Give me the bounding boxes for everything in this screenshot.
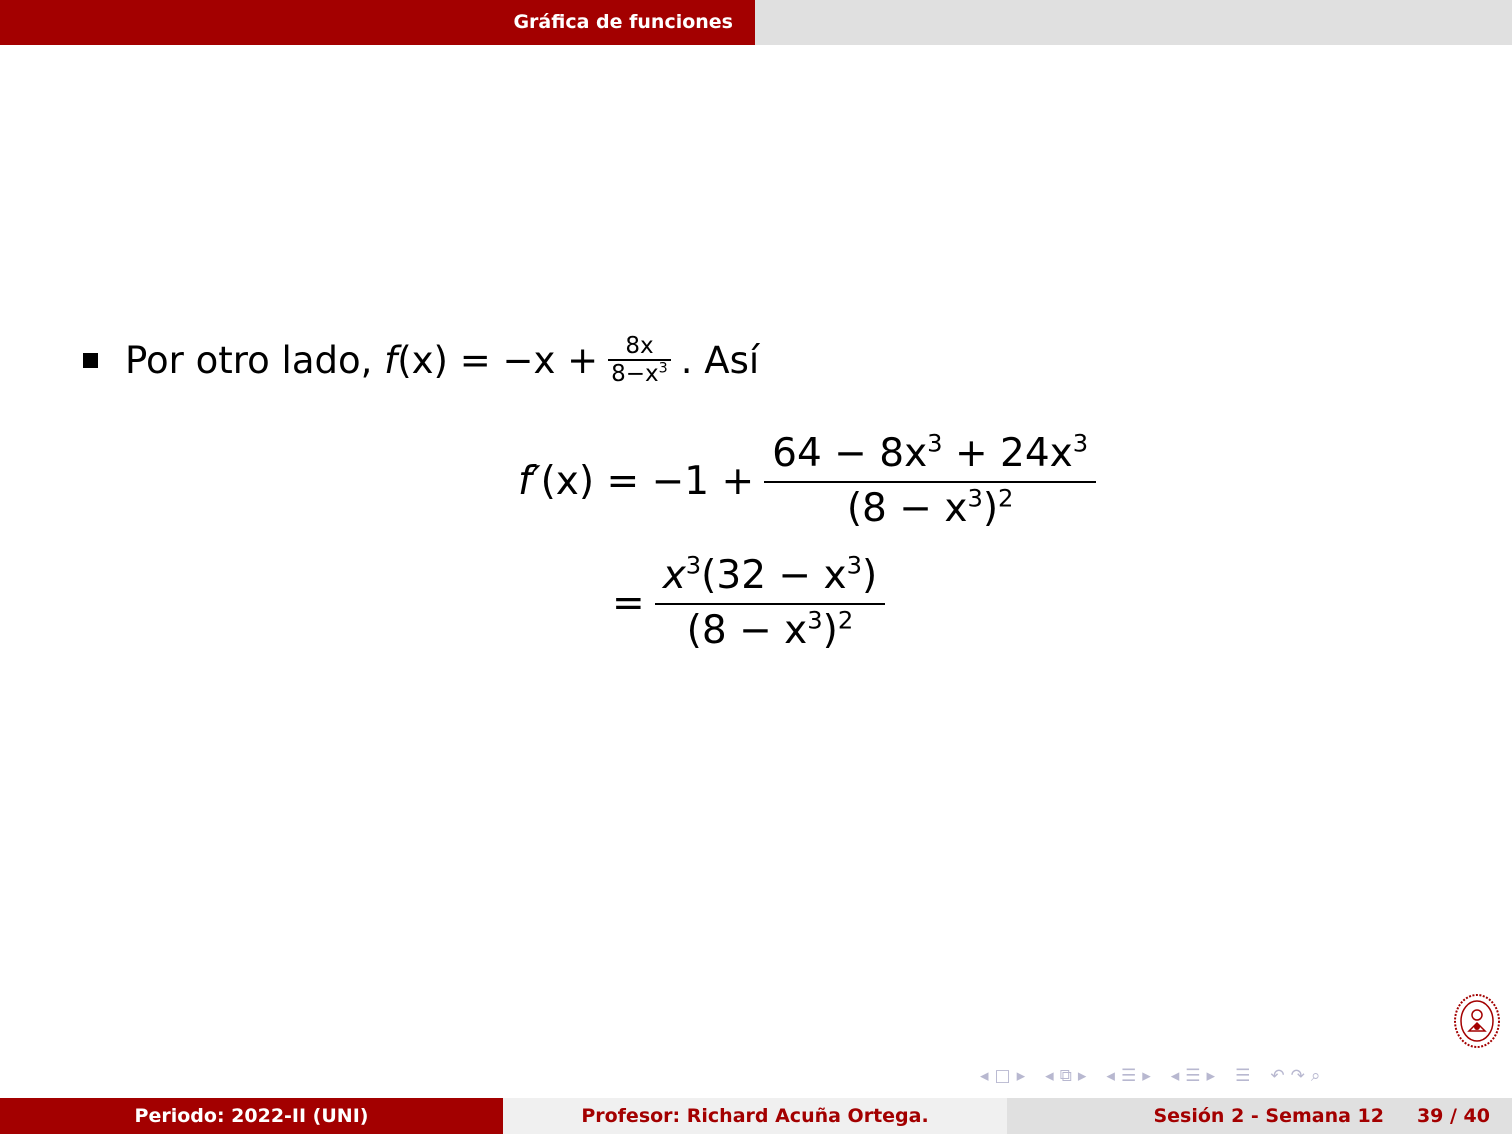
section-title[interactable]: Gráfica de funciones — [0, 0, 755, 45]
nav-subsection-icon[interactable]: ⧉ — [1059, 1066, 1072, 1086]
eq2-num-part-c: ) — [861, 553, 878, 598]
nav-prev-part-icon[interactable]: ◂ — [1170, 1066, 1180, 1086]
equation-row-2 — [612, 552, 881, 656]
footer-session: Sesión 2 - Semana 12 — [1153, 1105, 1384, 1127]
nav-next-subsection-icon[interactable]: ▸ — [1077, 1066, 1087, 1086]
eq1-den-exp-2: 2 — [998, 484, 1014, 513]
eq1-num-part-a: 64 − 8x — [772, 431, 928, 476]
nav-next-section-icon[interactable]: ▸ — [1142, 1066, 1151, 1086]
nav-prev-frame-icon[interactable]: ◂ — [980, 1066, 989, 1086]
bullet-text: Por otro lado, — [125, 338, 373, 382]
nav-back-icon[interactable]: ↶ — [1270, 1066, 1285, 1086]
footer-bar — [0, 1098, 1512, 1134]
nav-prev-subsection-icon[interactable]: ◂ — [1045, 1066, 1054, 1086]
inline-fraction — [608, 334, 671, 386]
eq1-den-part-b: ) — [982, 485, 999, 531]
nav-frame-icon[interactable]: □ — [994, 1066, 1011, 1086]
footer-period: Periodo: 2022-II (UNI) — [0, 1098, 503, 1134]
inline-den-exponent: 3 — [658, 360, 668, 377]
nav-toc-icon[interactable]: ☰ — [1235, 1066, 1251, 1086]
eq1-num-part-b: + 24x — [942, 431, 1073, 476]
inline-fraction-numerator: 8x — [625, 332, 654, 359]
inline-fraction-denominator — [608, 359, 671, 386]
function-lhs: (x) = −x + — [397, 338, 599, 382]
nav-section-icon[interactable]: ☰ — [1120, 1066, 1137, 1086]
eq2-den-part-a: (8 − x — [686, 607, 808, 653]
eq2-num-exp-1: 3 — [685, 551, 702, 580]
eq1-num-exp-2: 3 — [1072, 429, 1089, 458]
eq2-den-exp: 3 — [807, 606, 823, 635]
nav-part-icon[interactable]: ☰ — [1185, 1066, 1201, 1086]
eq2-num-part-a: x — [662, 553, 686, 598]
equation-1-denominator — [764, 481, 1096, 534]
equation-row-1 — [518, 430, 1092, 534]
eq1-den-part-a: (8 − x — [846, 485, 968, 531]
nav-prev-section-icon[interactable]: ◂ — [1106, 1066, 1115, 1086]
inline-den-base: 8−x — [611, 361, 659, 387]
bullet-item — [83, 330, 759, 390]
university-seal-icon — [1453, 993, 1501, 1049]
derivative-name: f′ — [518, 459, 541, 505]
equation-1-fraction — [768, 430, 1092, 534]
footer-professor: Profesor: Richard Acuña Ortega. — [503, 1098, 1007, 1134]
bullet-square-icon — [83, 353, 98, 368]
eq2-num-exp-2: 3 — [846, 551, 862, 580]
equation-2-denominator — [655, 603, 886, 656]
equation-2-fraction — [659, 552, 882, 656]
eq2-den-part-b: ) — [822, 607, 838, 653]
footer-page-number: 39 / 40 — [1416, 1105, 1490, 1127]
footer-right — [1007, 1098, 1512, 1134]
beamer-navigation — [980, 1062, 1326, 1090]
nav-forward-icon[interactable]: ↷ — [1290, 1066, 1305, 1086]
nav-next-frame-icon[interactable]: ▸ — [1016, 1066, 1026, 1086]
nav-next-part-icon[interactable]: ▸ — [1206, 1066, 1216, 1086]
eq2-num-part-b: (32 − x — [701, 553, 847, 598]
bullet-text-row — [125, 334, 759, 386]
equation-2-numerator — [659, 552, 882, 603]
eq1-den-exp: 3 — [967, 484, 983, 513]
equation-2-equals: = — [612, 581, 645, 627]
eq1-num-exp-1: 3 — [927, 429, 943, 458]
nav-search-icon[interactable]: ⌕ — [1310, 1066, 1321, 1086]
equation-1-lhs: (x) = −1 + — [540, 459, 755, 505]
function-name: f — [384, 338, 398, 382]
bullet-tail: . Así — [680, 338, 760, 382]
equation-1-numerator — [768, 430, 1092, 481]
eq2-den-exp-2: 2 — [837, 606, 854, 635]
